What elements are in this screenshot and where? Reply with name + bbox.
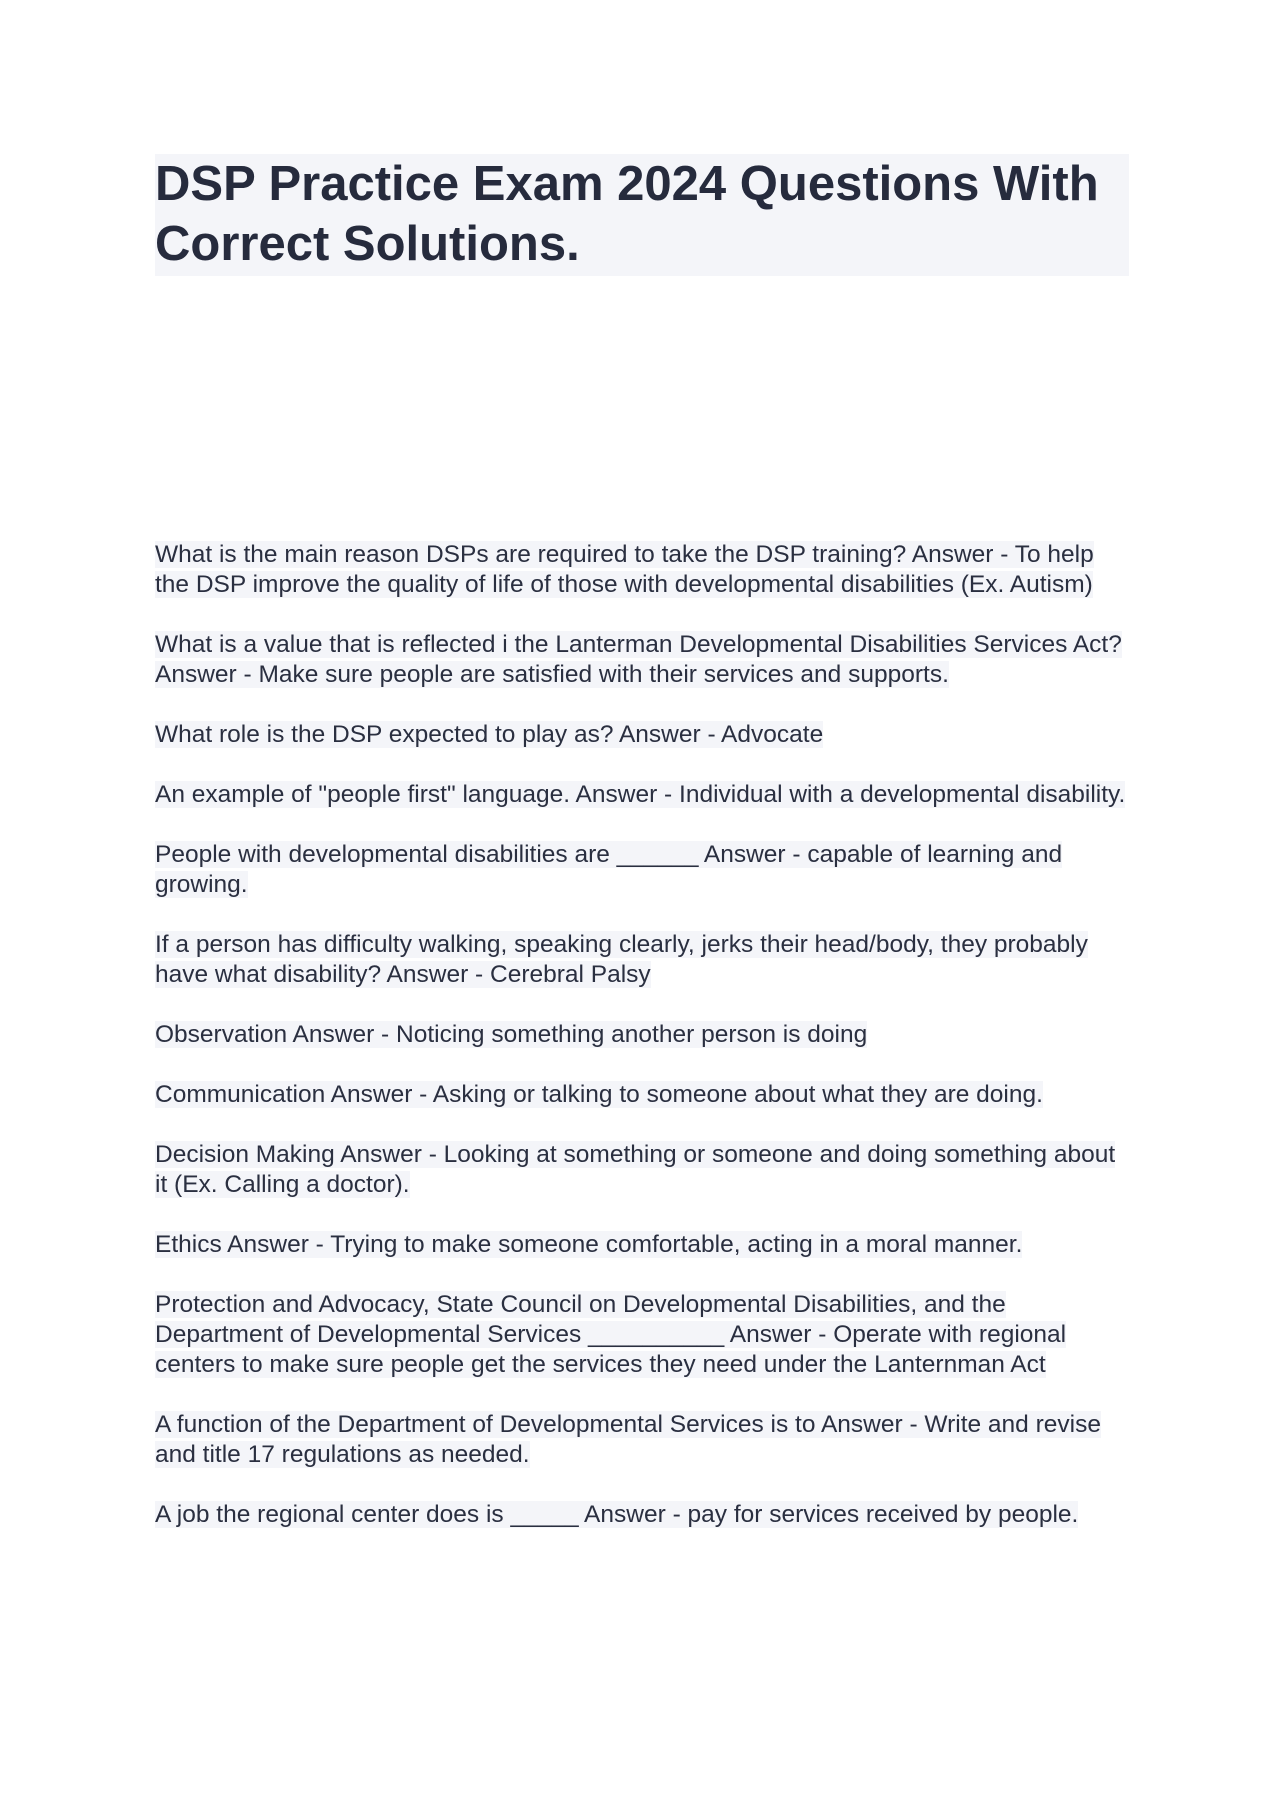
qa-text: Decision Making Answer - Looking at something or someone and doing something about it (Ex. Calling a doctor). [155, 1141, 1116, 1198]
qa-item-13 [155, 1500, 1129, 1530]
qa-item-1 [155, 540, 1129, 600]
title-block [155, 154, 1129, 276]
qa-item-2 [155, 630, 1129, 690]
qa-item-12 [155, 1410, 1129, 1470]
qa-item-7 [155, 1020, 1129, 1050]
qa-text: A function of the Department of Developmental Services is to Answer - Write and revise and title 17 regulations as needed. [155, 1411, 1101, 1468]
qa-text: Protection and Advocacy, State Council on Developmental Disabilities, and the Department of Developmental Services __________ Answer - Operate with regional centers to make sure people get the services they need under the Lanternman Act [155, 1291, 1067, 1378]
qa-item-11 [155, 1290, 1129, 1380]
qa-list [155, 540, 1129, 1560]
qa-item-5 [155, 840, 1129, 900]
qa-text: An example of "people first" language. Answer - Individual with a developmental disability. [155, 781, 1126, 808]
qa-item-9 [155, 1140, 1129, 1200]
qa-text: People with developmental disabilities are ______ Answer - capable of learning and growing. [155, 841, 1063, 898]
qa-item-4 [155, 780, 1129, 810]
document-page [155, 154, 1129, 1528]
qa-text: What role is the DSP expected to play as? Answer - Advocate [155, 721, 824, 748]
qa-item-3 [155, 720, 1129, 750]
qa-text: If a person has difficulty walking, speaking clearly, jerks their head/body, they probably have what disability? Answer - Cerebral Palsy [155, 931, 1088, 988]
qa-item-6 [155, 930, 1129, 990]
qa-text: Ethics Answer - Trying to make someone comfortable, acting in a moral manner. [155, 1231, 1023, 1258]
document-title: DSP Practice Exam 2024 Questions With Correct Solutions. [155, 157, 1099, 271]
qa-text: Observation Answer - Noticing something another person is doing [155, 1021, 868, 1048]
qa-item-8 [155, 1080, 1129, 1110]
qa-text: Communication Answer - Asking or talking to someone about what they are doing. [155, 1081, 1043, 1108]
qa-item-10 [155, 1230, 1129, 1260]
qa-text: A job the regional center does is _____ Answer - pay for services received by people. [155, 1501, 1079, 1528]
qa-text: What is the main reason DSPs are required to take the DSP training? Answer - To help the DSP improve the quality of life of those with developmental disabilities (Ex. Autism) [155, 541, 1094, 598]
qa-text: What is a value that is reflected i the Lanterman Developmental Disabilities Services Act? Answer - Make sure people are satisfied with their services and supports. [155, 631, 1122, 688]
